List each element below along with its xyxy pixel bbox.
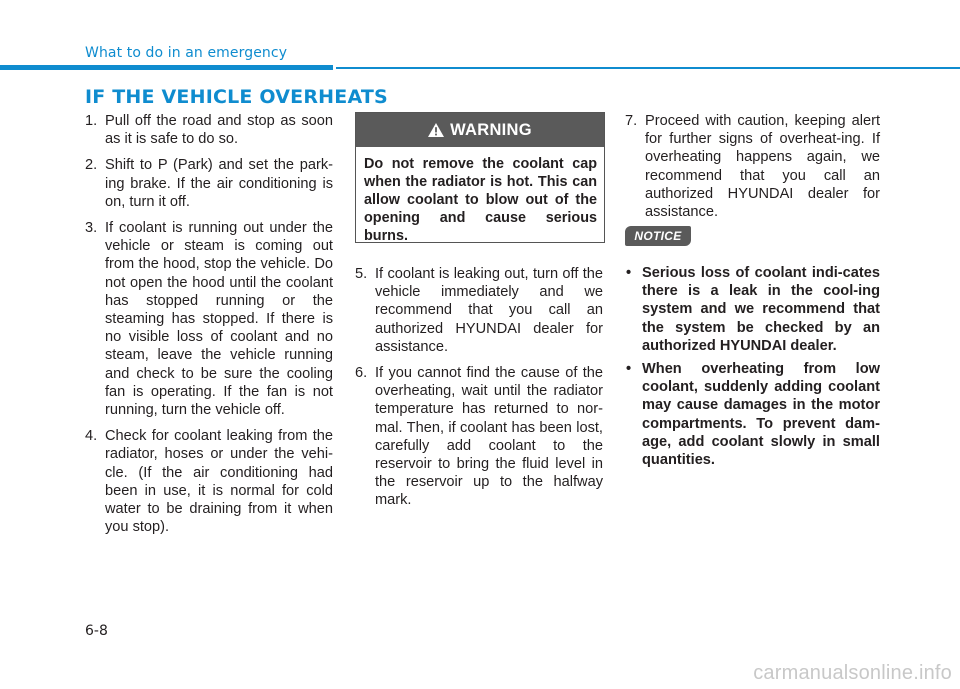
notice-badge: NOTICE [625,226,691,246]
step-number: 1. [85,113,98,129]
bullet-icon: • [626,265,632,281]
step-number: 6. [355,365,368,382]
notice-text: Serious loss of coolant indi-cates there is a leak in the cool-ing system and we recommend that the system be checked by an authorized HYUNDAI dealer. [642,265,880,354]
steps-list-3 [625,112,880,221]
step-text: Pull off the road and stop as soon as it is safe to do so. [105,113,333,148]
watermark: carmanualsonline.info [753,662,952,684]
column-right [625,112,880,229]
step-text: If coolant is running out under the vehicle or steam is coming out from the hood, stop the vehicle. Do not open the hood until the coolant has stopped running or the steaming has stopped. If there is no visible loss of coolant and no steam, leave the vehicle running and check to be sure the cooling fan is operating. If the fan is not running, turn the vehicle off. [105,220,333,419]
step-text: Proceed with caution, keeping alert for further signs of overheat-ing. If overheating happens again, we recommend that you call an authorized HYUNDAI dealer for assistance. [645,113,880,221]
warning-text: Do not remove the coolant cap when the radiator is hot. This can allow coolant to blow out of the opening and cause serious burns. [364,156,597,244]
page-title: IF THE VEHICLE OVERHEATS [85,86,388,108]
step-item [625,112,880,221]
steps-list-1 [85,112,333,536]
header-rule-thick [0,65,333,70]
step-number: 5. [355,266,368,282]
header-rule-thin [336,67,960,69]
step-text: If coolant is leaking out, turn off the vehicle immediately and we recommend that you call an authorized HYUNDAI dealer for assistance. [375,266,603,355]
warning-box [355,112,605,243]
step-item [85,219,333,419]
notice-text: When overheating from low coolant, suddenly adding coolant may cause damages in the motor compartments. To prevent dam-age, add coolant slowly in small quantities. [642,361,880,469]
step-number: 3. [85,220,98,237]
step-number: 4. [85,428,98,445]
notice-item [625,264,880,355]
warning-label: WARNING [450,120,532,139]
step-item [85,112,333,148]
step-item [355,265,603,356]
step-number: 2. [85,157,98,174]
warning-triangle-icon [428,123,444,137]
column-middle [355,265,603,518]
page-number: 6-8 [85,623,108,639]
column-left [85,112,333,544]
step-number: 7. [625,113,638,129]
step-item [85,156,333,211]
steps-list-2 [355,265,603,510]
warning-header [356,113,604,147]
notice-list [625,264,880,474]
step-text: If you cannot find the cause of the overheating, wait until the radiator temperature has returned to nor-mal. Then, if coolant has been lost, carefully add coolant to the reservoir to bring the fluid level in the reservoir up to the halfway mark. [375,365,603,509]
notice-item [625,360,880,469]
bullet-icon: • [626,361,632,378]
step-item [85,427,333,536]
step-item [355,364,603,510]
step-text: Shift to P (Park) and set the park-ing brake. If the air conditioning is on, turn it off. [105,157,333,210]
step-text: Check for coolant leaking from the radiator, hoses or under the vehi-cle. (If the air conditioning had been in use, it is normal for cold water to be draining from it when you stop). [105,428,333,536]
section-header: What to do in an emergency [85,45,288,61]
